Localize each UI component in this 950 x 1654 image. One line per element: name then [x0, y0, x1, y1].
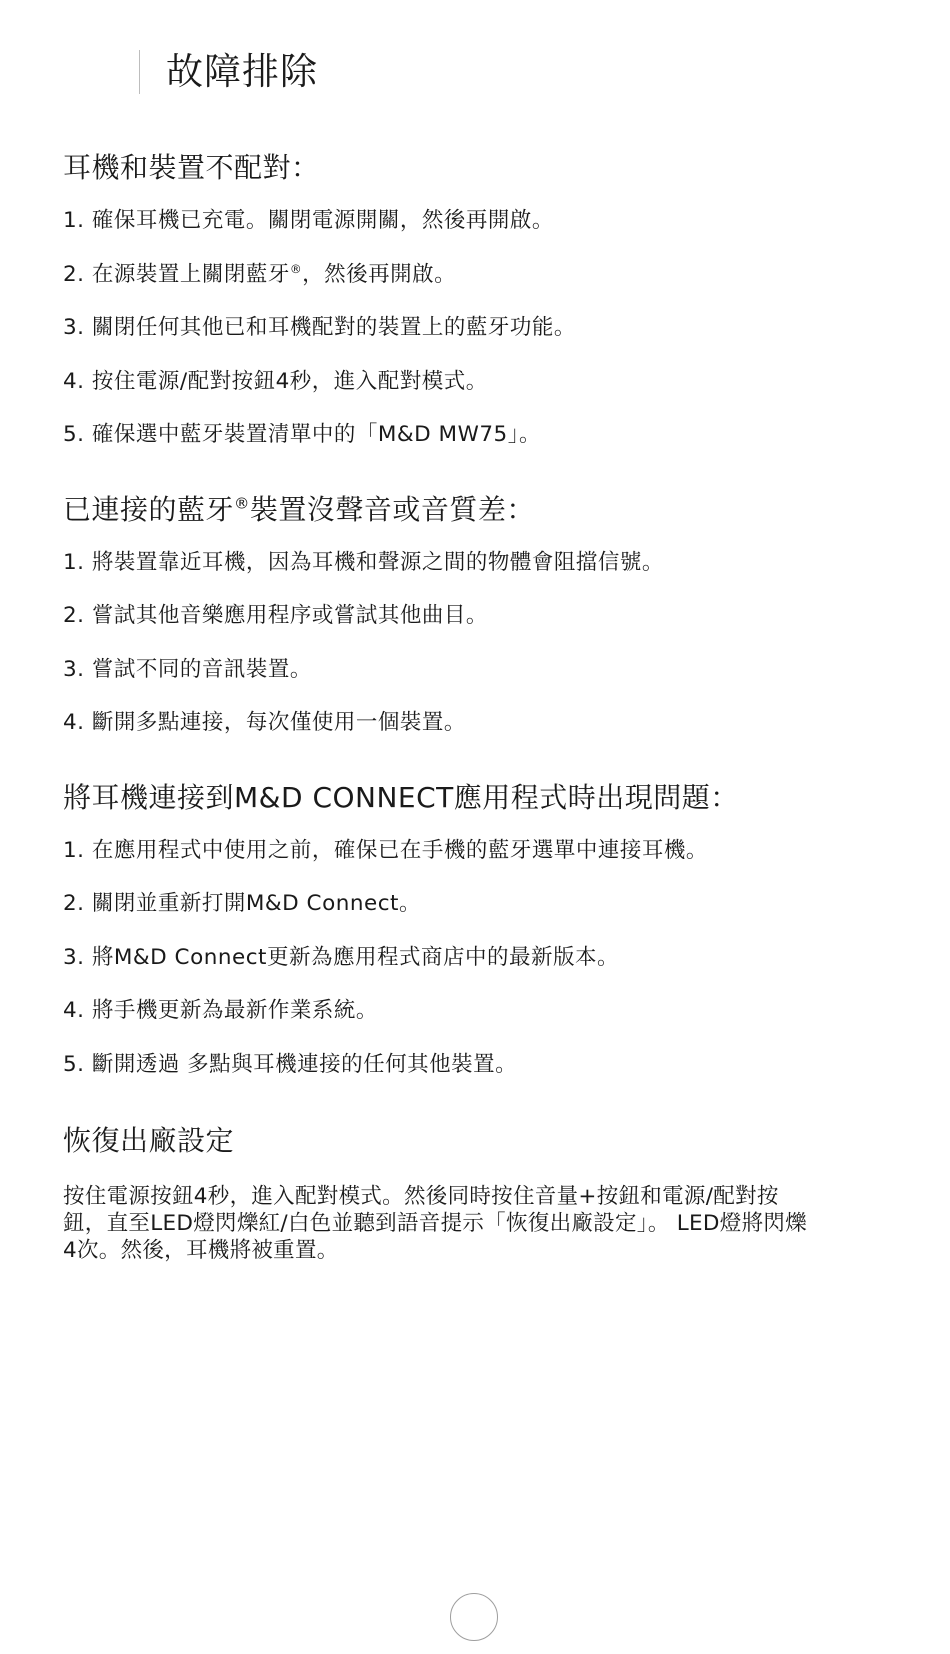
- list-item: 2. 嘗試其他音樂應用程序或嘗試其他曲目。: [63, 603, 488, 628]
- page-number-circle: [450, 1593, 498, 1641]
- list-item: 3. 將M&D Connect更新為應用程式商店中的最新版本。: [63, 944, 619, 970]
- section-no-sound: [63, 490, 893, 762]
- list-item: [63, 260, 893, 314]
- paragraph-line: 4次。然後，耳機將被重置。: [63, 1238, 339, 1263]
- registered-mark: ®: [289, 261, 303, 276]
- list-item: 5. 確保選中藍牙裝置清單中的「M&D MW75」。: [63, 422, 541, 447]
- list-item: 2. 關閉並重新打開M&D Connect。: [63, 891, 421, 916]
- section-heading: [63, 490, 893, 530]
- content: [63, 148, 893, 1264]
- factory-reset-paragraph: [63, 1183, 883, 1264]
- page-title: 故障排除: [166, 50, 318, 93]
- section-factory-reset: [63, 1121, 893, 1264]
- list-item: 1. 將裝置靠近耳機，因為耳機和聲源之間的物體會阻擋信號。: [63, 549, 664, 575]
- list-item: 3. 嘗試不同的音訊裝置。: [63, 656, 312, 682]
- section-heading: 將耳機連接到M&D CONNECT應用程式時出現問題：: [63, 780, 739, 814]
- section-app-connection: [63, 778, 893, 1104]
- list-item: 4. 斷開多點連接，每次僅使用一個裝置。: [63, 710, 466, 735]
- heading-text: 已連接的藍牙: [63, 492, 235, 526]
- section-heading: 恢復出廠設定: [63, 1124, 235, 1157]
- list-item: 1. 在應用程式中使用之前，確保已在手機的藍牙選單中連接耳機。: [63, 837, 708, 863]
- section-list: [63, 206, 893, 474]
- heading-text: 裝置沒聲音或音質差：: [249, 492, 535, 526]
- section-list: [63, 836, 893, 1104]
- list-item: 4. 按住電源/配對按鈕4秒，進入配對模式。: [63, 368, 488, 394]
- paragraph-line: 按住電源按鈕4秒，進入配對模式。然後同時按住音量+按鈕和電源/配對按: [63, 1184, 779, 1209]
- list-item-text: ，然後再開啟。: [302, 261, 457, 287]
- title-block: [139, 50, 318, 94]
- list-item: 5. 斷開透過 多點與耳機連接的任何其他裝置。: [63, 1051, 518, 1077]
- registered-mark: ®: [234, 494, 250, 513]
- section-heading: 耳機和裝置不配對：: [63, 151, 320, 184]
- list-item: 1. 確保耳機已充電。關閉電源開關，然後再開啟。: [63, 208, 554, 233]
- paragraph-line: 鈕，直至LED燈閃爍紅/白色並聽到語音提示「恢復出廠設定」。 LED燈將閃爍: [63, 1211, 807, 1236]
- list-item: 3. 關閉任何其他已和耳機配對的裝置上的藍牙功能。: [63, 315, 576, 340]
- section-not-pairing: [63, 148, 893, 474]
- section-list: [63, 548, 893, 762]
- list-item: 4. 將手機更新為最新作業系統。: [63, 998, 378, 1023]
- list-item-text: 2. 在源裝置上關閉藍牙: [63, 261, 290, 287]
